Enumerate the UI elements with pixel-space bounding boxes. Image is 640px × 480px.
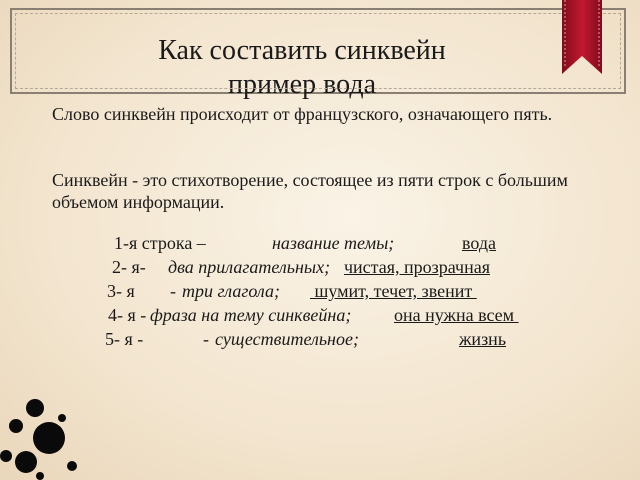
row-2-desc: два прилагательных; <box>168 257 331 277</box>
row-3-dash: - <box>170 281 176 301</box>
row-3-answer: шумит, течет, звенит <box>310 281 477 301</box>
row-4-desc: фраза на тему синквейна; <box>150 305 352 325</box>
bookmark-ribbon-icon <box>562 0 602 74</box>
title-line-2: пример вода <box>227 69 376 100</box>
slide-title <box>12 34 592 102</box>
paragraph-origin: Слово синквейн происходит от французского, означающего пять. <box>52 104 553 124</box>
row-1-label: 1-я строка – <box>114 233 206 253</box>
row-1-answer: вода <box>462 233 497 253</box>
row-4-answer: она нужна всем <box>394 305 519 325</box>
title-frame <box>10 8 626 100</box>
row-5-dash: - <box>203 329 209 349</box>
row-2-answer: чистая, прозрачная <box>344 257 490 277</box>
row-3-desc: три глагола; <box>182 281 280 301</box>
row-3-label: 3- я <box>107 281 135 301</box>
row-1-desc: название темы; <box>272 233 395 253</box>
title-line-1: Как составить синквейн <box>158 35 446 66</box>
row-5-answer: жизнь <box>459 329 507 349</box>
row-5-desc: существительное; <box>215 329 359 349</box>
paragraph-definition: Синквейн - это стихотворение, состоящее из пяти строк с большим объемом информации. <box>52 170 568 212</box>
row-4-label: 4- я - <box>108 305 147 325</box>
row-5-label: 5- я - <box>105 329 144 349</box>
ink-blot-decoration <box>0 390 90 480</box>
row-2-label: 2- я- <box>112 257 146 277</box>
